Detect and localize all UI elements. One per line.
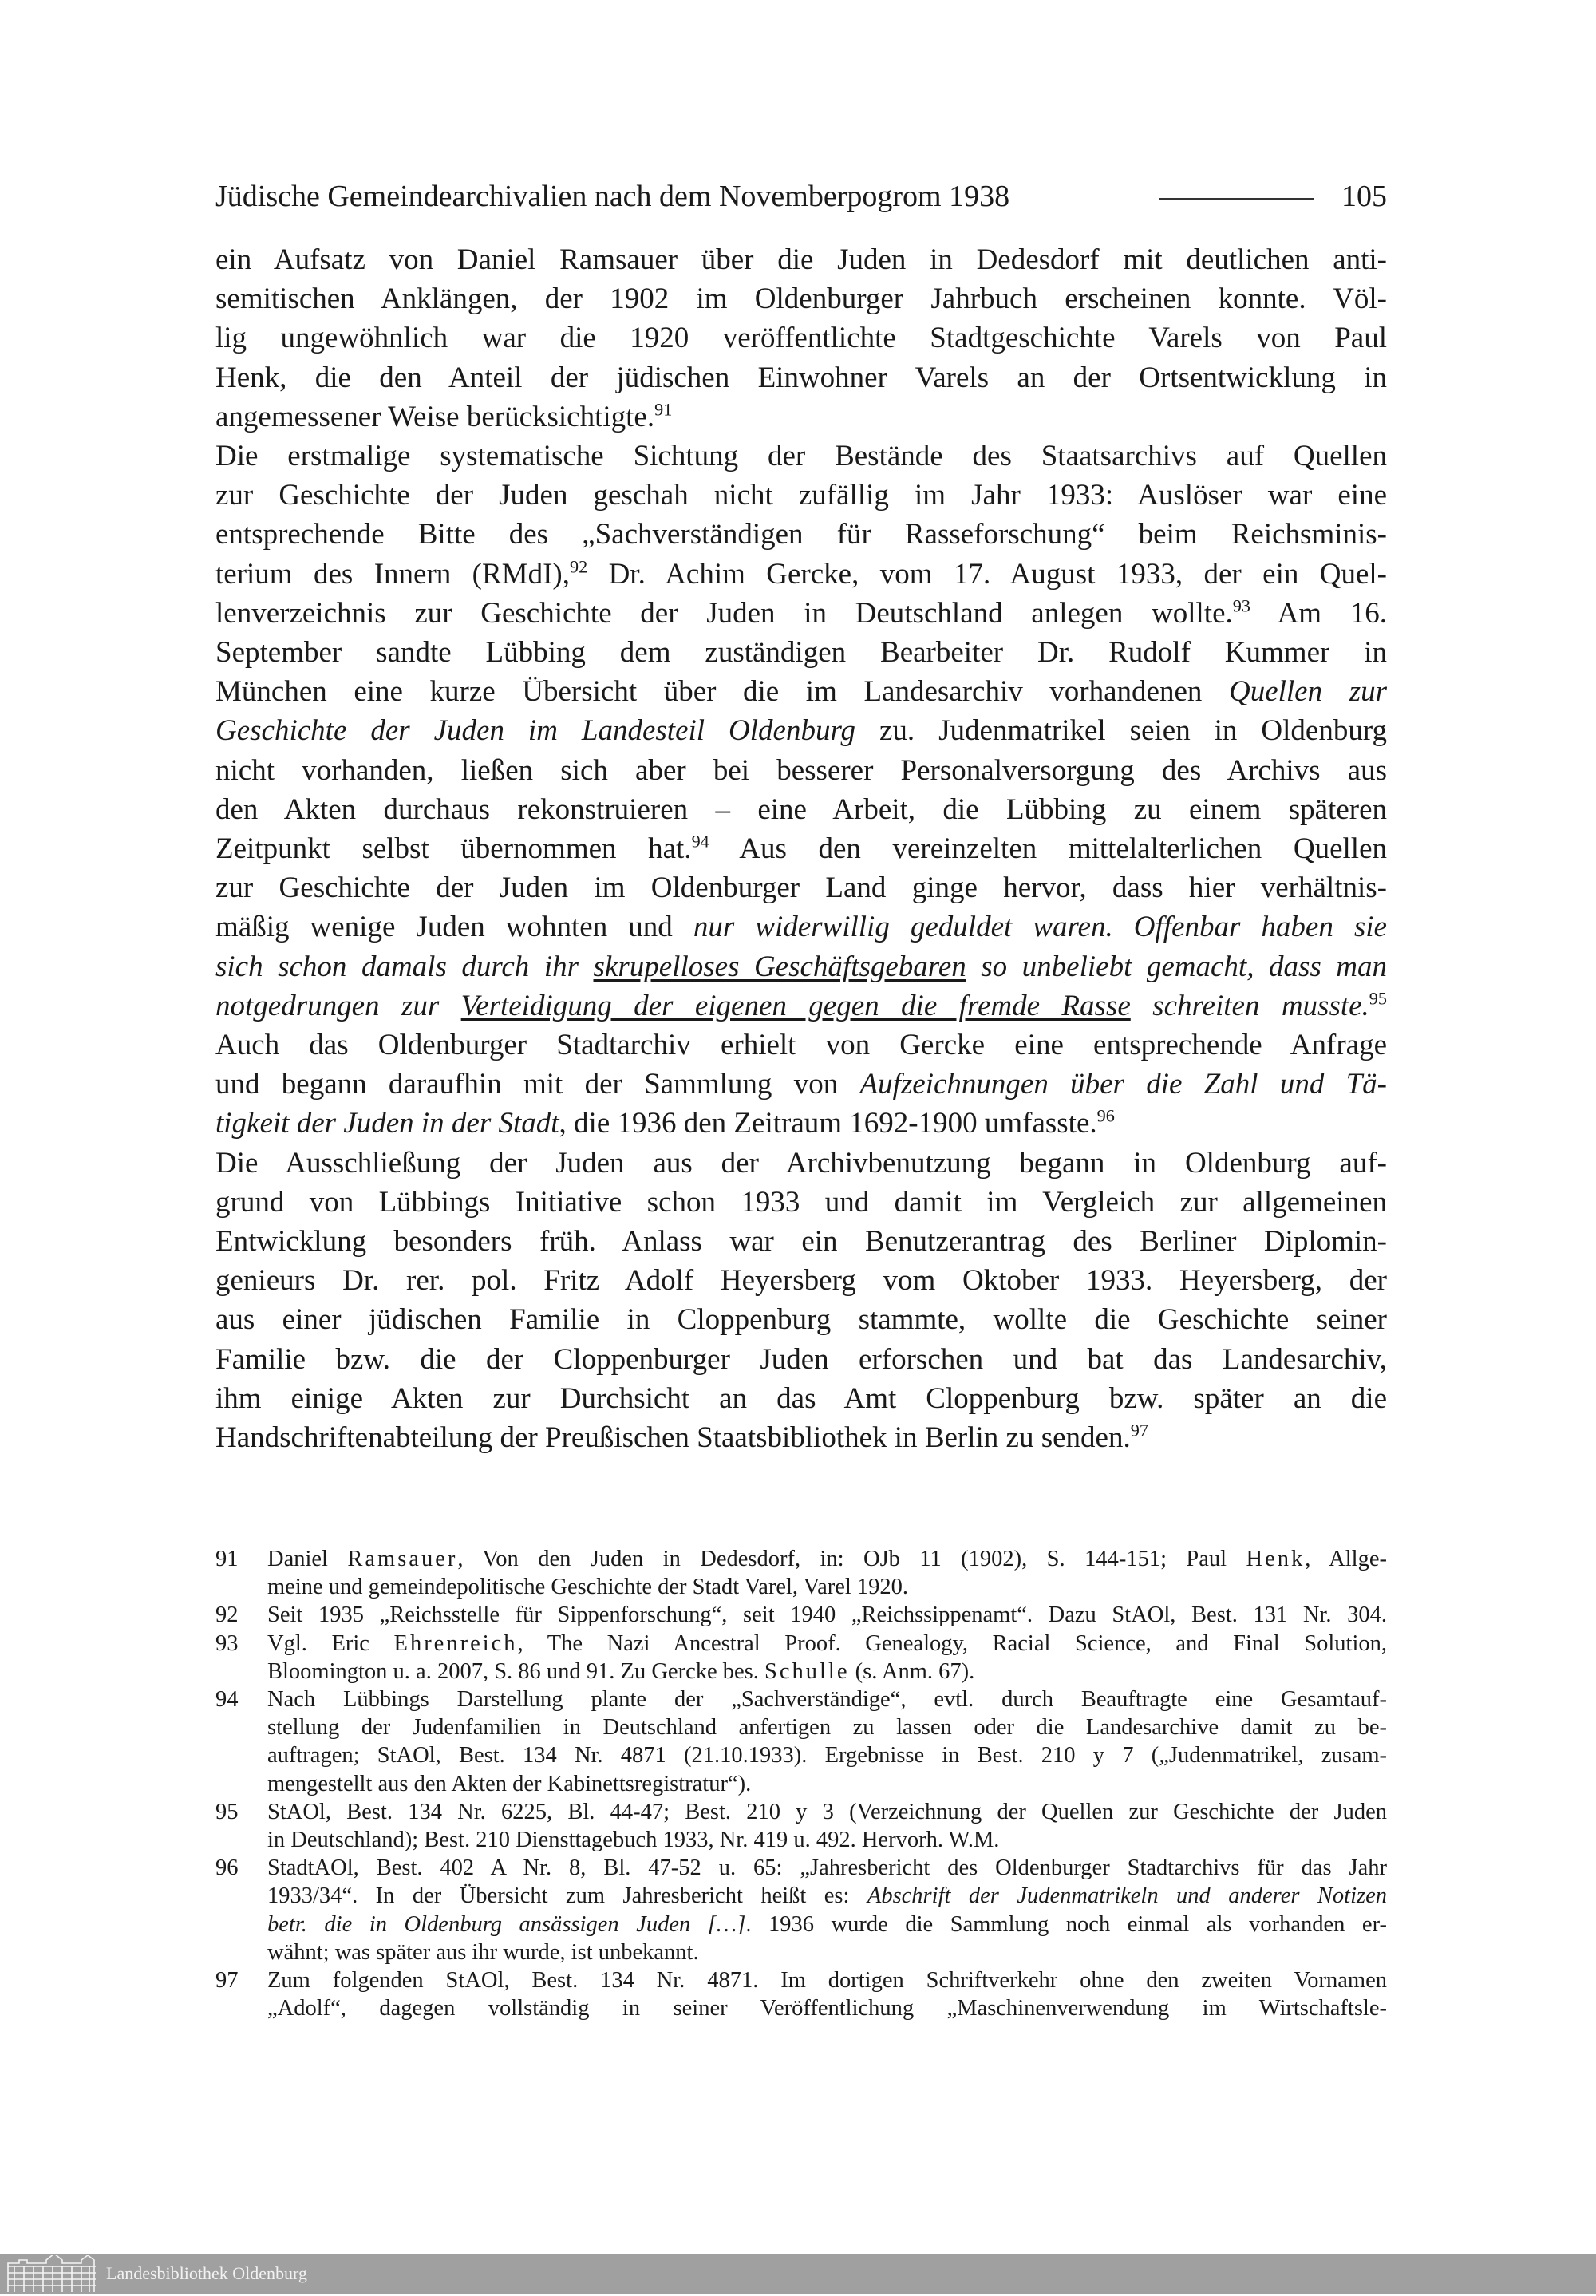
- body-line: [215, 792, 1387, 828]
- body-line: [215, 871, 1387, 906]
- text-segment: stellung der Judenfamilien in Deutschland anfertigen zu lassen oder die Landesarchive damit zu be-: [267, 1715, 1387, 1741]
- text-segment: Geschichte der Juden im Landesteil Oldenburg: [215, 714, 855, 748]
- text-segment: terium des Innern (RMdI),: [215, 557, 570, 591]
- text-segment: Abschrift der Judenmatrikeln und anderer Notizen: [867, 1883, 1387, 1909]
- body-line: [215, 1146, 1387, 1181]
- body-line: [215, 1106, 1387, 1141]
- body-line: [215, 478, 1387, 513]
- text-segment: Henk: [1246, 1547, 1306, 1571]
- running-header-title: Jüdische Gemeindearchivalien nach dem Novemberpogrom 1938: [215, 180, 1010, 213]
- text-segment: grund von Lübbings Initiative schon 1933 und damit im Vergleich zur allgemeinen: [215, 1185, 1387, 1219]
- text-segment: schreiten musste.: [1130, 989, 1369, 1022]
- body-line: [215, 753, 1387, 788]
- body-line: [215, 1381, 1387, 1417]
- text-segment: aus einer jüdischen Familie in Cloppenburg stammte, wollte die Geschichte seiner: [215, 1303, 1387, 1337]
- footnote-reference: 92: [569, 556, 588, 577]
- text-segment: ihm einige Akten zur Durchsicht an das Amt Cloppenburg bzw. später an die: [215, 1381, 1387, 1415]
- text-segment: auftragen; StAOl, Best. 134 Nr. 4871 (21.10.1933). Ergebnisse in Best. 210 y 7 („Judenmatrikel, zusam-: [267, 1743, 1387, 1768]
- body-line: [215, 989, 1387, 1024]
- text-segment: tigkeit der Juden in der Stadt: [215, 1107, 559, 1140]
- text-segment: nicht vorhanden, ließen sich aber bei besserer Personalversorgung des Archivs aus: [215, 753, 1387, 787]
- footnote-text: [267, 1911, 1387, 1938]
- text-segment: Entwicklung besonders früh. Anlass war ein Benutzerantrag des Berliner Diplomin-: [215, 1225, 1387, 1258]
- text-segment: so unbeliebt gemacht, dass man: [966, 950, 1388, 983]
- body-line: [215, 400, 1387, 435]
- page-number: 105: [1341, 180, 1387, 213]
- body-line: [215, 439, 1387, 474]
- text-segment: Die Ausschließung der Juden aus der Archivbenutzung begann in Oldenburg auf-: [215, 1146, 1387, 1180]
- text-segment: Quellen zur: [1228, 675, 1387, 709]
- footnote-text: [267, 1574, 1387, 1601]
- footnote-reference: 96: [1096, 1106, 1115, 1127]
- footnote-text: [267, 1546, 1387, 1573]
- text-segment: meine und gemeindepolitische Geschichte der Stadt Varel, Varel 1920.: [267, 1575, 909, 1600]
- body-line: [215, 1028, 1387, 1063]
- footnote-number: 96: [215, 1855, 239, 1881]
- footnote-reference: 93: [1232, 595, 1250, 616]
- text-segment: Ramsauer: [347, 1547, 458, 1571]
- text-segment: Verteidigung der eigenen gegen die fremde Rasse: [460, 989, 1131, 1022]
- text-segment: skrupelloses Geschäftsgebaren: [593, 950, 966, 983]
- text-segment: lenverzeichnis zur Geschichte der Juden in Deutschland anlegen wollte.: [215, 596, 1233, 630]
- text-segment: lig ungewöhnlich war die 1920 veröffentlichte Stadtgeschichte Varels von Paul: [215, 322, 1387, 355]
- text-segment: und begann daraufhin mit der Sammlung von: [215, 1068, 860, 1101]
- text-segment: Auch das Oldenburger Stadtarchiv erhielt von Gercke eine entsprechende Anfrage: [215, 1029, 1387, 1061]
- text-segment: zur Geschichte der Juden im Oldenburger Land ginge hervor, dass hier verhältnis-: [215, 871, 1387, 905]
- body-line: [215, 517, 1387, 552]
- text-segment: Aus den vereinzelten mittelalterlichen Quellen: [709, 832, 1387, 865]
- footnote-text: [267, 1939, 1387, 1966]
- footnote-number: 94: [215, 1687, 239, 1712]
- body-line: [215, 1342, 1387, 1377]
- text-segment: Zeitpunkt selbst übernommen hat.: [215, 832, 692, 865]
- footnote-number: 95: [215, 1799, 239, 1824]
- library-name: Landesbibliothek Oldenburg: [106, 2263, 307, 2283]
- footer-bar: [0, 2254, 1596, 2294]
- text-segment: , Von den Juden in Dedesdorf, in: OJb 11 (1902), S. 144-151; Paul: [457, 1547, 1246, 1571]
- text-segment: mengestellt aus den Akten der Kabinettsregistratur“).: [267, 1771, 752, 1796]
- footnote-text: [267, 1883, 1387, 1910]
- text-segment: Vgl. Eric: [267, 1630, 394, 1656]
- body-line: [215, 910, 1387, 945]
- text-segment: Henk, die den Anteil der jüdischen Einwohner Varels an der Ortsentwicklung in: [215, 361, 1387, 394]
- text-segment: Die erstmalige systematische Sichtung der Bestände des Staatsarchivs auf Quellen: [215, 440, 1387, 472]
- footnote-text: [267, 1967, 1387, 1994]
- footnote-text: [267, 1771, 1387, 1798]
- body-line: [215, 950, 1387, 985]
- footnote-reference: 95: [1369, 988, 1387, 1009]
- body-line: [215, 713, 1387, 749]
- footnote-text: [267, 1602, 1387, 1629]
- text-segment: München eine kurze Übersicht über die im Landesarchiv vorhandenen: [215, 675, 1229, 709]
- library-building-icon: [6, 2255, 98, 2296]
- text-segment: entsprechende Bitte des „Sachverständigen für Rasseforschung“ beim Reichsminis-: [215, 518, 1387, 551]
- text-segment: ein Aufsatz von Daniel Ramsauer über die Juden in Dedesdorf mit deutlichen anti-: [215, 243, 1387, 276]
- text-segment: 1933/34“. In der Übersicht zum Jahresbericht heißt es:: [267, 1883, 867, 1909]
- body-line: [215, 1185, 1387, 1220]
- text-segment: Aufzeichnungen über die Zahl und Tä-: [859, 1068, 1387, 1101]
- footnote-reference: 97: [1130, 1420, 1148, 1440]
- footnote-text: [267, 1742, 1387, 1769]
- text-segment: genieurs Dr. rer. pol. Fritz Adolf Heyersberg vom Oktober 1933. Heyersberg, der: [215, 1264, 1387, 1298]
- footnote-number: 91: [215, 1547, 239, 1571]
- text-segment: Dr. Achim Gercke, vom 17. August 1933, der ein Quel-: [587, 557, 1388, 591]
- text-segment: StadtAOl, Best. 402 A Nr. 8, Bl. 47-52 u. 65: „Jahresbericht des Oldenburger Stadtarchivs für das Jahr: [267, 1855, 1387, 1881]
- text-segment: Seit 1935 „Reichsstelle für Sippenforschung“, seit 1940 „Reichssippenamt“. Dazu StAOl, Best. 131 Nr. 304.: [267, 1602, 1387, 1628]
- footnote-number: 93: [215, 1630, 239, 1656]
- body-line: [215, 674, 1387, 709]
- text-segment: zur Geschichte der Juden geschah nicht zufällig im Jahr 1933: Auslöser war eine: [215, 479, 1387, 512]
- body-line: [215, 321, 1387, 356]
- body-line: [215, 1421, 1387, 1456]
- text-segment: zu. Judenmatrikel seien in Oldenburg: [855, 714, 1387, 748]
- footnote-reference: 91: [654, 399, 673, 420]
- text-segment: „Adolf“, dagegen vollständig in seiner Veröffentlichung „Maschinenverwendung im Wirtschaftsle-: [267, 1996, 1387, 2021]
- text-segment: Daniel: [267, 1547, 348, 1571]
- text-segment: StAOl, Best. 134 Nr. 6225, Bl. 44-47; Best. 210 y 3 (Verzeichnung der Quellen zur Geschichte der Juden: [267, 1799, 1387, 1824]
- text-segment: in Deutschland); Best. 210 Diensttagebuch 1933, Nr. 419 u. 492. Hervorh. W.M.: [267, 1828, 1000, 1852]
- body-line: [215, 557, 1387, 592]
- footnote-reference: 94: [691, 831, 709, 852]
- text-segment: Zum folgenden StAOl, Best. 134 Nr. 4871. Im dortigen Schriftverkehr ohne den zweiten Vornamen: [267, 1968, 1387, 1993]
- footnote-number: 97: [215, 1968, 239, 1993]
- footnote-text: [267, 1714, 1387, 1741]
- text-segment: Am 16.: [1250, 596, 1387, 630]
- footnote-text: [267, 1855, 1387, 1882]
- text-segment: Nach Lübbings Darstellung plante der „Sachverständige“, evtl. durch Beauftragte eine Gesamtauf-: [267, 1687, 1387, 1712]
- text-segment: mäßig wenige Juden wohnten und: [215, 911, 693, 944]
- text-segment: Familie bzw. die der Cloppenburger Juden erforschen und bat das Landesarchiv,: [215, 1342, 1387, 1376]
- header-rule: [1159, 198, 1314, 200]
- text-segment: den Akten durchaus rekonstruieren – eine Arbeit, die Lübbing zu einem späteren: [215, 792, 1387, 826]
- footnote-number: 92: [215, 1602, 239, 1628]
- body-line: [215, 832, 1387, 867]
- text-segment: nur widerwillig geduldet waren. Offenbar haben sie: [693, 911, 1387, 944]
- text-segment: semitischen Anklängen, der 1902 im Oldenburger Jahrbuch erscheinen konnte. Völ-: [215, 283, 1387, 316]
- footnote-text: [267, 1827, 1387, 1854]
- text-segment: September sandte Lübbing dem zuständigen Bearbeiter Dr. Rudolf Kummer in: [215, 636, 1387, 669]
- text-segment: (s. Anm. 67).: [849, 1658, 975, 1684]
- text-segment: Schulle: [764, 1658, 850, 1684]
- body-line: [215, 596, 1387, 631]
- text-segment: wähnt; was später aus ihr wurde, ist unbekannt.: [267, 1939, 699, 1965]
- footnote-text: [267, 1799, 1387, 1826]
- text-segment: , The Nazi Ancestral Proof. Genealogy, Racial Science, and Final Solution,: [517, 1630, 1387, 1656]
- text-segment: Ehrenreich: [393, 1630, 518, 1656]
- footnote-text: [267, 1995, 1387, 2022]
- text-segment: . 1936 wurde die Sammlung noch einmal als vorhanden er-: [745, 1911, 1387, 1937]
- body-line: [215, 635, 1387, 670]
- text-segment: notgedrungen zur: [215, 989, 461, 1022]
- body-line: [215, 282, 1387, 317]
- body-line: [215, 1263, 1387, 1298]
- body-line: [215, 243, 1387, 278]
- footnote-text: [267, 1686, 1387, 1713]
- text-segment: sich schon damals durch ihr: [215, 950, 594, 983]
- text-segment: , Allge-: [1305, 1547, 1387, 1571]
- body-line: [215, 1224, 1387, 1259]
- text-segment: betr. die in Oldenburg ansässigen Juden […]: [267, 1911, 746, 1937]
- body-line: [215, 361, 1387, 396]
- text-segment: angemessener Weise berücksichtigte.: [215, 400, 655, 433]
- footnote-text: [267, 1630, 1387, 1658]
- text-segment: Bloomington u. a. 2007, S. 86 und 91. Zu Gercke bes.: [267, 1658, 764, 1684]
- body-line: [215, 1302, 1387, 1338]
- footnote-text: [267, 1658, 1387, 1685]
- body-line: [215, 1067, 1387, 1102]
- text-segment: Handschriftenabteilung der Preußischen Staatsbibliothek in Berlin zu senden.: [215, 1421, 1131, 1454]
- text-segment: , die 1936 den Zeitraum 1692-1900 umfasste.: [559, 1107, 1097, 1140]
